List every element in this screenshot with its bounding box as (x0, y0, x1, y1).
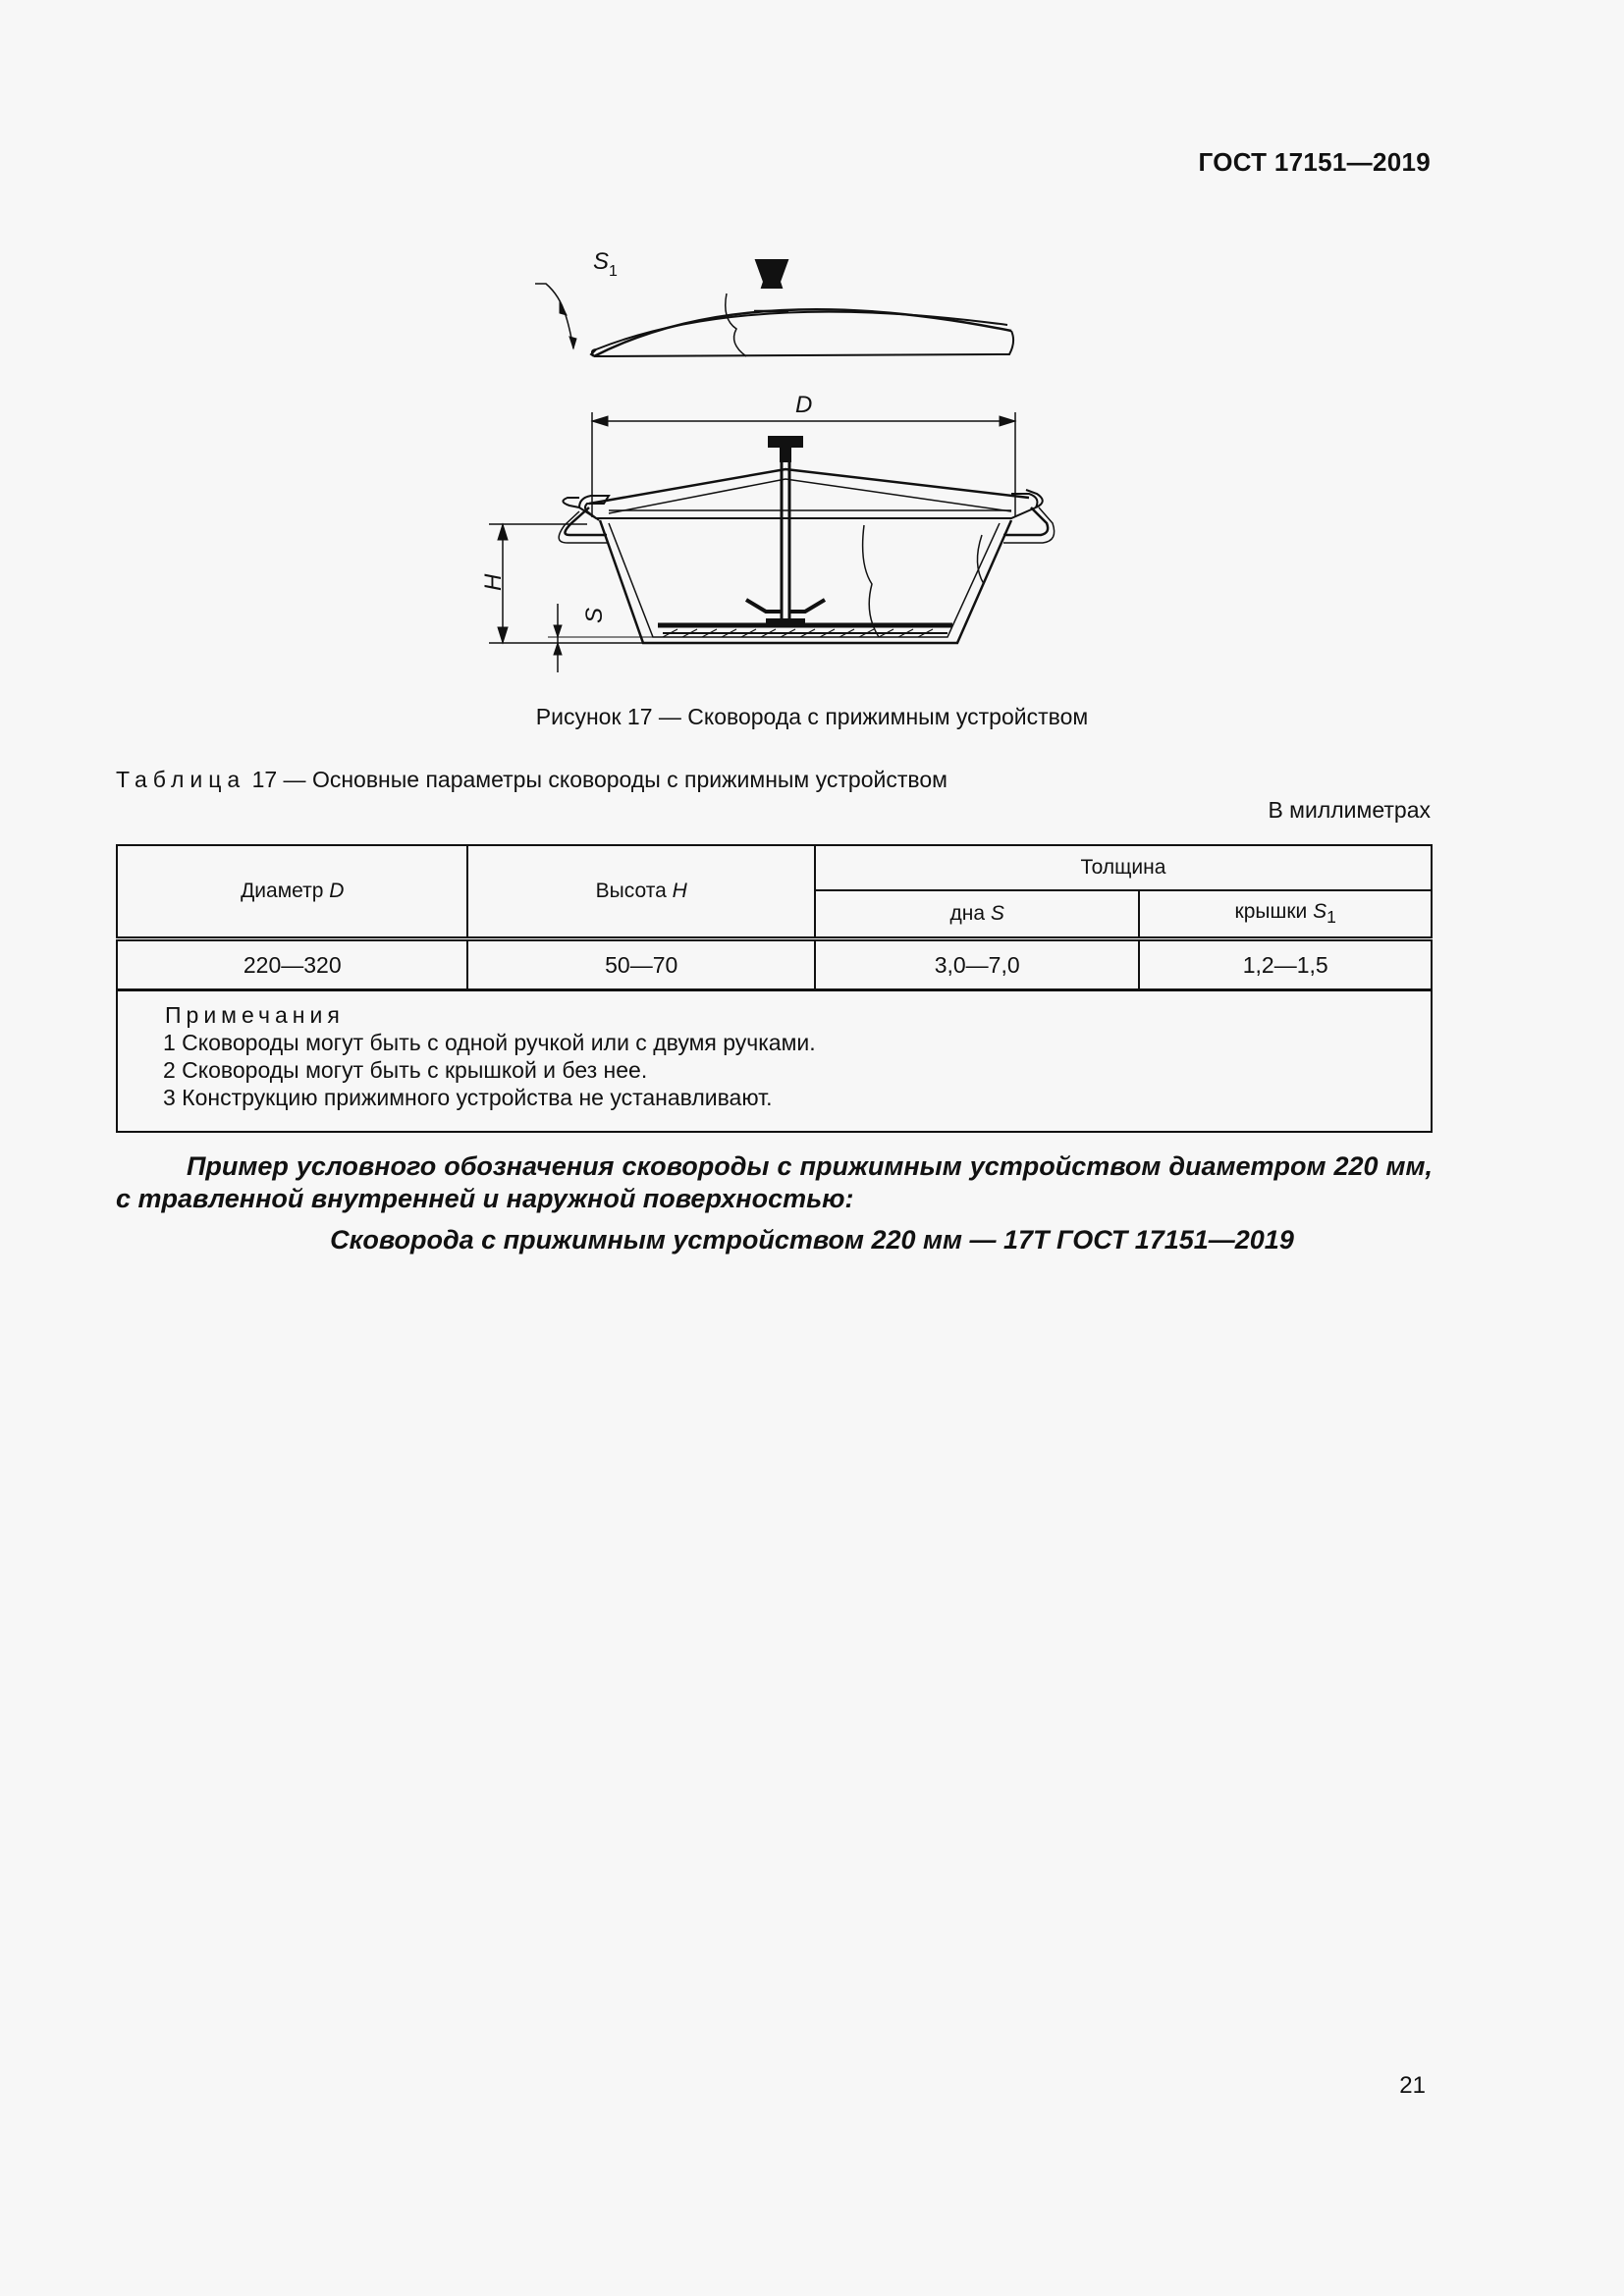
note-item: 1 Сковороды могут быть с одной ручкой или с двумя ручками. (163, 1030, 816, 1055)
note-item: 3 Конструкцию прижимного устройства не устанавливают. (163, 1085, 773, 1110)
table-row (117, 939, 1432, 990)
header-lid-label: крышки (1234, 899, 1314, 923)
header-thickness: Толщина (815, 845, 1432, 890)
note-item: 2 Сковороды могут быть с крышкой и без нее. (163, 1057, 648, 1083)
lid-drawing (591, 294, 1013, 356)
table-notes (117, 990, 1432, 1133)
table-header-row (117, 845, 1432, 890)
pressing-device-drawing (746, 437, 825, 625)
header-bottom-symbol: S (990, 902, 1004, 925)
cell-diameter: 220—320 (117, 939, 467, 990)
cell-height: 50—70 (467, 939, 814, 990)
pan-drawing (461, 240, 1090, 672)
parameters-table (116, 844, 1433, 1133)
lid-knob-shape (756, 260, 787, 288)
header-height-symbol: H (672, 880, 687, 902)
label-s1: S (593, 248, 610, 275)
cell-bottom: 3,0—7,0 (815, 939, 1139, 990)
header-lid (1139, 890, 1432, 939)
label-h: H (480, 573, 507, 591)
table-notes-row (117, 990, 1432, 1133)
page-number: 21 (1399, 2072, 1426, 2099)
label-d: D (795, 392, 813, 418)
label-s: S (581, 607, 608, 623)
designation-example-text: Пример условного обозначения сковороды с прижимным устройством диаметром 220 мм, с травленной внутренней и наружной поверхностью: (116, 1151, 1433, 1213)
header-height-label: Высота (595, 880, 673, 902)
table-title-prefix: Таблица (116, 767, 246, 792)
header-lid-subscript: 1 (1326, 907, 1336, 928)
document-code: ГОСТ 17151—2019 (1198, 147, 1431, 177)
header-bottom (815, 890, 1139, 939)
table-units: В миллиметрах (1268, 797, 1431, 823)
header-diameter-symbol: D (329, 880, 345, 902)
cell-lid: 1,2—1,5 (1139, 939, 1432, 990)
header-bottom-label: дна (949, 902, 991, 925)
header-lid-symbol: S (1313, 899, 1327, 923)
header-diameter (117, 845, 467, 939)
header-height (467, 845, 814, 939)
table-title (116, 767, 947, 793)
header-diameter-label: Диаметр (241, 880, 330, 902)
designation-example: Сковорода с прижимным устройством 220 мм — 17Т ГОСТ 17151—2019 (330, 1225, 1294, 1255)
figure-caption: Рисунок 17 — Сковорода с прижимным устройством (535, 704, 1089, 729)
pan-body-drawing (559, 469, 1054, 643)
notes-heading: Примечания (165, 1002, 345, 1028)
table-title-text: 17 — Основные параметры сковороды с прижимным устройством (251, 767, 947, 792)
pan-drawing-svg (461, 240, 1090, 672)
label-s1-subscript: 1 (609, 263, 618, 280)
